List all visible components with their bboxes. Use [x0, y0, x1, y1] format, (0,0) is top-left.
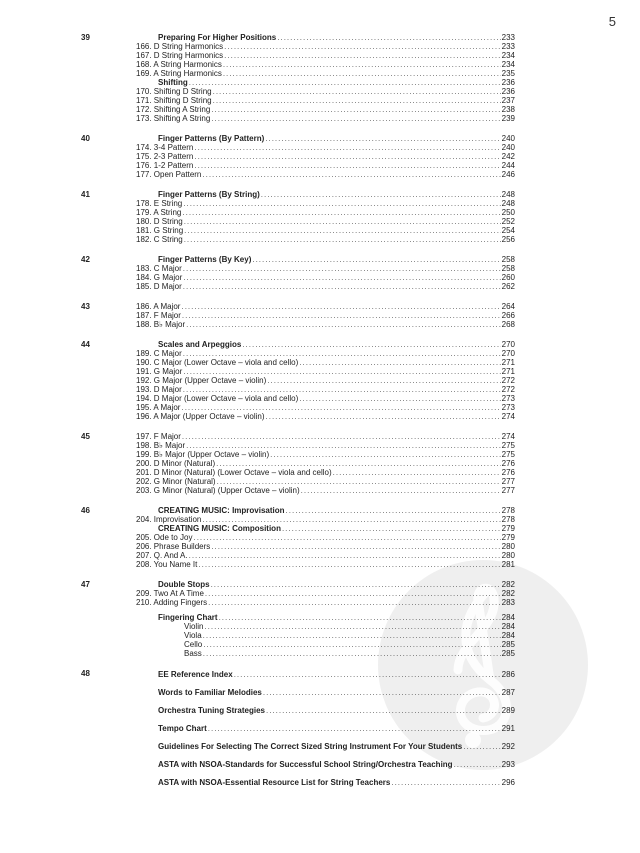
toc-entry[interactable]: [136, 376, 515, 385]
dot-leader: [183, 264, 501, 273]
entry-page: 246: [501, 170, 515, 179]
section-page-number: 45: [81, 432, 90, 441]
entry-title: ASTA with NSOA-Essential Resource List for String Teachers: [158, 778, 391, 787]
dot-leader: [211, 114, 500, 123]
toc-entry[interactable]: [136, 777, 515, 789]
toc-entry[interactable]: [136, 486, 515, 495]
toc-entry[interactable]: [136, 170, 515, 179]
entry-title: 206. Phrase Builders: [136, 542, 211, 551]
toc-entry[interactable]: [136, 515, 515, 524]
entry-page: 233: [501, 42, 515, 51]
dot-leader: [213, 87, 501, 96]
entry-page: 256: [501, 235, 515, 244]
toc-entry[interactable]: [136, 60, 515, 69]
entry-title: Orchestra Tuning Strategies: [158, 706, 265, 715]
toc-entry[interactable]: [136, 134, 515, 143]
section-page-number: 47: [81, 580, 90, 589]
toc-entry[interactable]: [136, 669, 515, 681]
toc-entry[interactable]: [136, 255, 515, 264]
entry-title: 186. A Major: [136, 302, 181, 311]
entry-title: 193. D Major: [136, 385, 182, 394]
entry-title: 179. A String: [136, 208, 182, 217]
dot-leader: [203, 640, 500, 649]
dot-leader: [286, 506, 501, 515]
toc-entry[interactable]: [136, 105, 515, 114]
entry-page: 242: [501, 152, 515, 161]
toc-entry[interactable]: [136, 403, 515, 412]
toc-entry[interactable]: [136, 631, 515, 640]
entry-title: ASTA with NSOA-Standards for Successful School String/Orchestra Teaching: [158, 760, 453, 769]
dot-leader: [186, 441, 501, 450]
entry-page: 258: [501, 264, 515, 273]
entry-page: 275: [501, 441, 515, 450]
toc-entry[interactable]: [136, 340, 515, 349]
toc-entry[interactable]: [136, 114, 515, 123]
entry-page: 284: [501, 631, 515, 640]
entry-title: 183. C Major: [136, 264, 182, 273]
entry-page: 244: [501, 161, 515, 170]
entry-page: 252: [501, 217, 515, 226]
toc-entry[interactable]: [136, 143, 515, 152]
dot-leader: [183, 367, 500, 376]
entry-page: 277: [501, 477, 515, 486]
toc-entry[interactable]: [136, 69, 515, 78]
entry-page: 272: [501, 385, 515, 394]
entry-page: 274: [501, 432, 515, 441]
dot-leader: [194, 143, 500, 152]
dot-leader: [182, 208, 500, 217]
entry-title: CREATING MUSIC: Composition: [158, 524, 281, 533]
dot-leader: [224, 51, 500, 60]
entry-title: Bass: [184, 649, 202, 658]
entry-title: Words to Familiar Melodies: [158, 688, 262, 697]
entry-title: Shifting: [158, 78, 188, 87]
entry-page: 266: [501, 311, 515, 320]
dot-leader: [391, 777, 500, 789]
dot-leader: [299, 358, 500, 367]
entry-title: 205. Ode to Joy: [136, 533, 193, 542]
entry-page: 275: [501, 450, 515, 459]
section-page-number: 48: [81, 669, 90, 678]
dot-leader: [183, 349, 501, 358]
dot-leader: [463, 741, 500, 753]
entry-title: Cello: [184, 640, 203, 649]
toc-entry[interactable]: [136, 723, 515, 735]
dot-leader: [219, 613, 501, 622]
entry-title: 196. A Major (Upper Octave – violin): [136, 412, 265, 421]
toc-entry[interactable]: [136, 506, 515, 515]
toc-entry[interactable]: [136, 705, 515, 717]
dot-leader: [198, 560, 500, 569]
entry-page: 270: [501, 349, 515, 358]
entry-title: 210. Adding Fingers: [136, 598, 208, 607]
section-page-number: 46: [81, 506, 90, 515]
entry-page: 283: [501, 598, 515, 607]
entry-page: 270: [501, 340, 515, 349]
entry-title: 199. B♭ Major (Upper Octave – violin): [136, 450, 270, 459]
toc-entry[interactable]: [136, 217, 515, 226]
dot-leader: [223, 60, 501, 69]
section-page-number: 39: [81, 33, 90, 42]
toc-entry[interactable]: [136, 349, 515, 358]
toc-entry[interactable]: [136, 199, 515, 208]
entry-page: 291: [501, 724, 515, 733]
entry-page: 292: [501, 742, 515, 751]
toc-entry[interactable]: [136, 468, 515, 477]
entry-title: 171. Shifting D String: [136, 96, 212, 105]
entry-title: 189. C Major: [136, 349, 182, 358]
toc-entry[interactable]: [136, 560, 515, 569]
dot-leader: [194, 161, 500, 170]
toc-entry[interactable]: [136, 42, 515, 51]
toc-entry[interactable]: [136, 441, 515, 450]
toc-entry[interactable]: [136, 161, 515, 170]
dot-leader: [204, 622, 500, 631]
section-page-number: 44: [81, 340, 90, 349]
entry-title: 167. D String Harmonics: [136, 51, 224, 60]
entry-page: 286: [501, 670, 515, 679]
toc-entry[interactable]: [136, 394, 515, 403]
entry-title: Guidelines For Selecting The Correct Sized String Instrument For Your Students: [158, 742, 463, 751]
toc-entry[interactable]: [136, 311, 515, 320]
entry-title: 204. Improvisation: [136, 515, 202, 524]
toc-entry[interactable]: [136, 302, 515, 311]
toc-entry[interactable]: [136, 432, 515, 441]
dot-leader: [203, 631, 501, 640]
entry-page: 238: [501, 105, 515, 114]
toc-entry[interactable]: [136, 741, 515, 753]
dot-leader: [184, 226, 501, 235]
dot-leader: [184, 235, 501, 244]
entry-page: 280: [501, 542, 515, 551]
entry-title: CREATING MUSIC: Improvisation: [158, 506, 285, 515]
entry-title: 200. D Minor (Natural): [136, 459, 216, 468]
entry-title: 191. G Major: [136, 367, 183, 376]
dot-leader: [205, 589, 501, 598]
entry-page: 281: [501, 560, 515, 569]
dot-leader: [270, 450, 500, 459]
table-of-contents: [0, 33, 640, 800]
page-number: 5: [608, 14, 616, 29]
entry-page: 234: [501, 60, 515, 69]
entry-title: 174. 3-4 Pattern: [136, 143, 194, 152]
section-page-number: 43: [81, 302, 90, 311]
entry-page: 240: [501, 134, 515, 143]
entry-title: Finger Patterns (By String): [158, 190, 260, 199]
entry-page: 277: [501, 486, 515, 495]
toc-entry[interactable]: [136, 542, 515, 551]
toc-entry[interactable]: [136, 235, 515, 244]
entry-page: 276: [501, 459, 515, 468]
entry-page: 237: [501, 96, 515, 105]
entry-title: 195. A Major: [136, 403, 181, 412]
toc-entry[interactable]: [136, 649, 515, 658]
entry-title: 207. Q. And A.: [136, 551, 188, 560]
dot-leader: [203, 649, 501, 658]
entry-title: 169. A String Harmonics: [136, 69, 222, 78]
entry-title: 177. Open Pattern: [136, 170, 202, 179]
entry-title: 203. G Minor (Natural) (Upper Octave – violin): [136, 486, 300, 495]
toc-entry[interactable]: [136, 87, 515, 96]
entry-page: 248: [501, 199, 515, 208]
dot-leader: [182, 311, 501, 320]
dot-leader: [454, 759, 501, 771]
toc-group: [0, 340, 640, 421]
dot-leader: [261, 190, 501, 199]
dot-leader: [277, 33, 500, 42]
toc-entry[interactable]: [136, 598, 515, 607]
entry-title: 180. D String: [136, 217, 183, 226]
entry-title: Double Stops: [158, 580, 210, 589]
entry-page: 296: [501, 778, 515, 787]
dot-leader: [263, 687, 501, 699]
entry-title: 208. You Name It: [136, 560, 198, 569]
toc-entry[interactable]: [136, 273, 515, 282]
entry-page: 278: [501, 506, 515, 515]
entry-title: Fingering Chart: [158, 613, 218, 622]
dot-leader: [213, 96, 501, 105]
entry-title: 188. B♭ Major: [136, 320, 186, 329]
dot-leader: [202, 170, 500, 179]
entry-page: 271: [501, 358, 515, 367]
entry-page: 282: [501, 580, 515, 589]
section-page-number: 40: [81, 134, 90, 143]
section-page-number: 42: [81, 255, 90, 264]
dot-leader: [183, 273, 500, 282]
dot-leader: [189, 78, 501, 87]
toc-entry[interactable]: [136, 477, 515, 486]
dot-leader: [282, 524, 501, 533]
entry-title: Finger Patterns (By Key): [158, 255, 252, 264]
dot-leader: [182, 432, 501, 441]
entry-page: 279: [501, 533, 515, 542]
entry-title: Viola: [184, 631, 202, 640]
toc-entry[interactable]: [136, 589, 515, 598]
toc-entry[interactable]: [136, 367, 515, 376]
dot-leader: [202, 515, 500, 524]
toc-group: [0, 669, 640, 789]
toc-entry[interactable]: [136, 320, 515, 329]
toc-entry[interactable]: [136, 613, 515, 622]
dot-leader: [189, 551, 501, 560]
entry-title: Tempo Chart: [158, 724, 207, 733]
dot-leader: [208, 723, 501, 735]
entry-page: 260: [501, 273, 515, 282]
entry-page: 285: [501, 649, 515, 658]
entry-page: 273: [501, 394, 515, 403]
toc-entry[interactable]: [136, 51, 515, 60]
dot-leader: [266, 412, 501, 421]
toc-entry[interactable]: [136, 533, 515, 542]
dot-leader: [266, 705, 501, 717]
entry-page: 233: [501, 33, 515, 42]
dot-leader: [242, 340, 500, 349]
dot-leader: [194, 152, 500, 161]
toc-entry[interactable]: [136, 580, 515, 589]
dot-leader: [186, 320, 501, 329]
dot-leader: [216, 459, 501, 468]
dot-leader: [181, 302, 500, 311]
toc-entry[interactable]: [136, 687, 515, 699]
entry-page: 293: [501, 760, 515, 769]
entry-title: 187. F Major: [136, 311, 181, 320]
dot-leader: [252, 255, 500, 264]
dot-leader: [211, 542, 500, 551]
toc-entry[interactable]: [136, 282, 515, 291]
dot-leader: [333, 468, 501, 477]
entry-page: 274: [501, 412, 515, 421]
entry-page: 284: [501, 613, 515, 622]
entry-title: 184. G Major: [136, 273, 183, 282]
dot-leader: [193, 533, 500, 542]
entry-title: 170. Shifting D String: [136, 87, 212, 96]
dot-leader: [223, 69, 501, 78]
entry-page: 272: [501, 376, 515, 385]
dot-leader: [224, 42, 500, 51]
toc-entry[interactable]: [136, 264, 515, 273]
entry-page: 262: [501, 282, 515, 291]
entry-page: 285: [501, 640, 515, 649]
entry-title: 172. Shifting A String: [136, 105, 211, 114]
entry-page: 236: [501, 87, 515, 96]
toc-entry[interactable]: [136, 551, 515, 560]
entry-page: 234: [501, 51, 515, 60]
entry-page: 273: [501, 403, 515, 412]
toc-entry[interactable]: [136, 208, 515, 217]
dot-leader: [299, 394, 500, 403]
toc-entry[interactable]: [136, 226, 515, 235]
entry-title: 202. G Minor (Natural): [136, 477, 216, 486]
entry-title: 175. 2-3 Pattern: [136, 152, 194, 161]
entry-page: 258: [501, 255, 515, 264]
entry-title: 176. 1-2 Pattern: [136, 161, 194, 170]
toc-group: [0, 580, 640, 658]
toc-group: [0, 255, 640, 291]
toc-entry[interactable]: [136, 759, 515, 771]
toc-entry[interactable]: [136, 78, 515, 87]
toc-entry[interactable]: [136, 190, 515, 199]
entry-page: 280: [501, 551, 515, 560]
dot-leader: [217, 477, 501, 486]
entry-page: 236: [501, 78, 515, 87]
entry-title: 178. E String: [136, 199, 183, 208]
dot-leader: [181, 403, 500, 412]
entry-page: 250: [501, 208, 515, 217]
dot-leader: [183, 199, 500, 208]
dot-leader: [184, 217, 501, 226]
entry-title: 192. G Major (Upper Octave – violin): [136, 376, 267, 385]
entry-title: 194. D Major (Lower Octave – viola and cello): [136, 394, 299, 403]
toc-group: [0, 302, 640, 329]
entry-title: Preparing For Higher Positions: [158, 33, 277, 42]
entry-title: 173. Shifting A String: [136, 114, 211, 123]
entry-title: 181. G String: [136, 226, 184, 235]
toc-entry[interactable]: [136, 385, 515, 394]
toc-entry[interactable]: [136, 96, 515, 105]
entry-title: 201. D Minor (Natural) (Lower Octave – viola and cello): [136, 468, 332, 477]
entry-page: 282: [501, 589, 515, 598]
dot-leader: [301, 486, 501, 495]
toc-group: [0, 506, 640, 569]
entry-page: 240: [501, 143, 515, 152]
dot-leader: [183, 282, 501, 291]
entry-page: 271: [501, 367, 515, 376]
dot-leader: [183, 385, 501, 394]
dot-leader: [265, 134, 500, 143]
entry-title: Violin: [184, 622, 204, 631]
toc-entry[interactable]: [136, 152, 515, 161]
dot-leader: [211, 105, 500, 114]
entry-title: 197. F Major: [136, 432, 181, 441]
toc-entry[interactable]: [136, 33, 515, 42]
entry-page: 289: [501, 706, 515, 715]
toc-entry[interactable]: [136, 622, 515, 631]
entry-page: 268: [501, 320, 515, 329]
dot-leader: [267, 376, 500, 385]
toc-entry[interactable]: [136, 524, 515, 533]
entry-title: Finger Patterns (By Pattern): [158, 134, 265, 143]
entry-page: 254: [501, 226, 515, 235]
entry-page: 248: [501, 190, 515, 199]
toc-entry[interactable]: [136, 459, 515, 468]
entry-title: 198. B♭ Major: [136, 441, 186, 450]
entry-title: 166. D String Harmonics: [136, 42, 224, 51]
dot-leader: [208, 598, 500, 607]
entry-page: 235: [501, 69, 515, 78]
entry-title: 209. Two At A Time: [136, 589, 204, 598]
entry-title: 185. D Major: [136, 282, 182, 291]
entry-page: 287: [501, 688, 515, 697]
toc-group: [0, 33, 640, 123]
entry-page: 239: [501, 114, 515, 123]
entry-title: 190. C Major (Lower Octave – viola and cello): [136, 358, 299, 367]
toc-group: [0, 432, 640, 495]
toc-group: [0, 134, 640, 179]
toc-entry[interactable]: [136, 640, 515, 649]
toc-entry[interactable]: [136, 450, 515, 459]
section-page-number: 41: [81, 190, 90, 199]
toc-entry[interactable]: [136, 358, 515, 367]
entry-page: 278: [501, 515, 515, 524]
toc-entry[interactable]: [136, 412, 515, 421]
toc-group: [0, 190, 640, 244]
entry-title: Scales and Arpeggios: [158, 340, 242, 349]
entry-title: EE Reference Index: [158, 670, 233, 679]
entry-title: 182. C String: [136, 235, 183, 244]
entry-page: 264: [501, 302, 515, 311]
dot-leader: [211, 580, 501, 589]
entry-page: 284: [501, 622, 515, 631]
entry-title: 168. A String Harmonics: [136, 60, 222, 69]
entry-page: 279: [501, 524, 515, 533]
entry-page: 276: [501, 468, 515, 477]
dot-leader: [234, 669, 501, 681]
